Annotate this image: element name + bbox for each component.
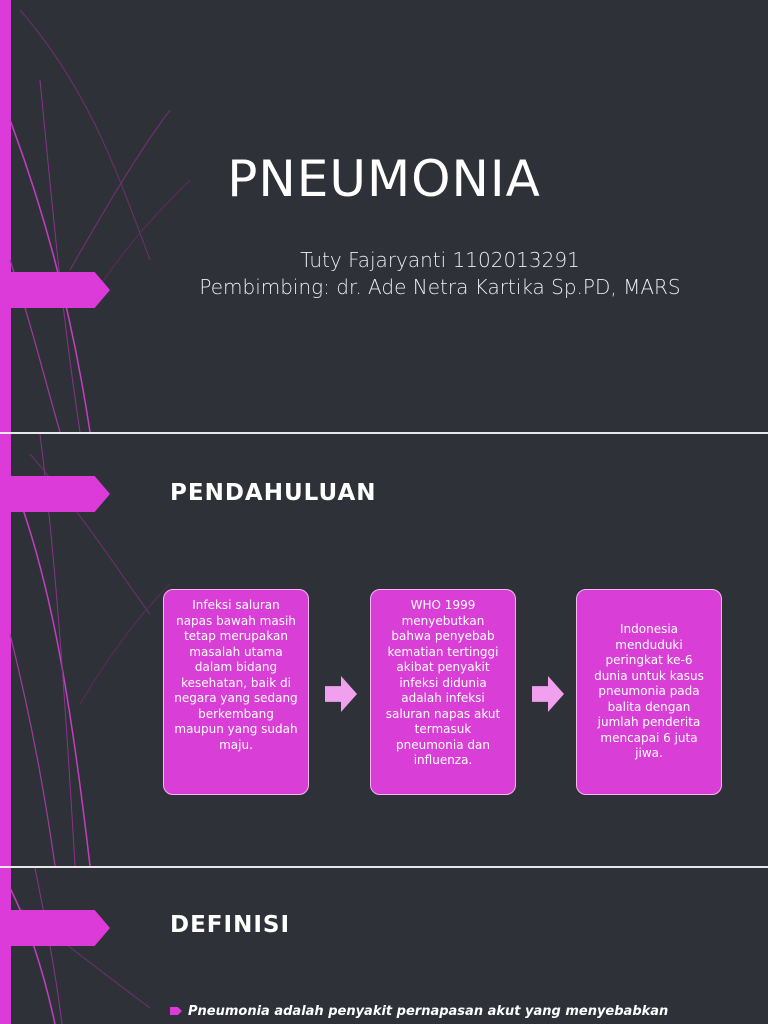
definition-slide xyxy=(0,868,768,1024)
bullet-arrow-icon xyxy=(170,1007,182,1015)
definition-bullet xyxy=(170,1004,750,1019)
flow-arrow-icon xyxy=(325,676,357,712)
arrow-tab xyxy=(0,272,110,308)
title-slide xyxy=(0,0,768,432)
author-line: Tuty Fajaryanti 1102013291 xyxy=(300,248,580,272)
info-box-1: Infeksi saluran napas bawah masih tetap merupakan masalah utama dalam bidang kesehatan, baik di negara yang sedang berkembang maupun yang sudah maju. xyxy=(163,589,309,795)
section-heading: DEFINISI xyxy=(170,912,291,938)
section-heading: PENDAHULUAN xyxy=(170,480,377,506)
decorative-curves xyxy=(0,0,230,432)
supervisor-line: Pembimbing: dr. Ade Netra Kartika Sp.PD, MARS xyxy=(199,275,681,299)
arrow-tab xyxy=(0,476,110,512)
flow-arrow-icon xyxy=(532,676,564,712)
slide-title: PNEUMONIA xyxy=(227,150,541,208)
intro-slide xyxy=(0,434,768,866)
decorative-curves xyxy=(0,868,230,1024)
definition-text: Pneumonia adalah penyakit pernapasan akut yang menyebabkan xyxy=(188,1004,669,1019)
info-box-2: WHO 1999 menyebutkan bahwa penyebab kematian tertinggi akibat penyakit infeksi didunia adalah infeksi saluran napas akut termasuk pneumonia dan influenza. xyxy=(370,589,516,795)
info-box-3: Indonesia menduduki peringkat ke-6 dunia untuk kasus pneumonia pada balita dengan jumlah penderita mencapai 6 juta jiwa. xyxy=(576,589,722,795)
arrow-tab xyxy=(0,910,110,946)
